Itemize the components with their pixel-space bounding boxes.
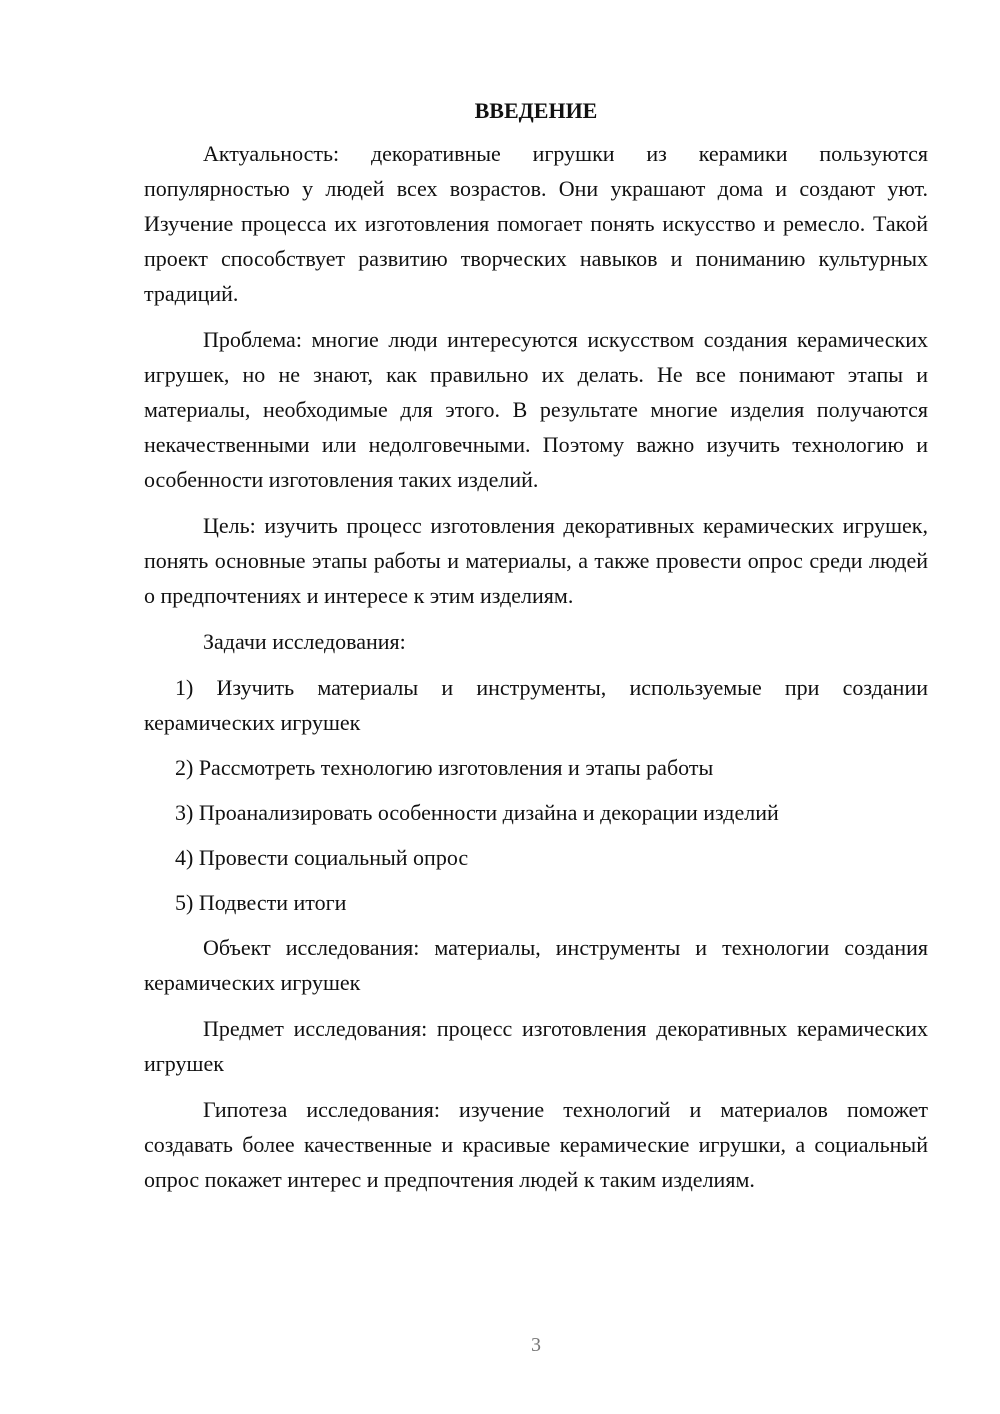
task-item-5: 5) Подвести итоги <box>175 890 347 915</box>
paragraph-subject: Предмет исследования: процесс изготовления декоративных керамических игрушек <box>144 1016 928 1076</box>
page-number: 3 <box>531 1334 541 1356</box>
tasks-heading: Задачи исследования: <box>203 629 406 654</box>
task-item-3: 3) Проанализировать особенности дизайна и декорации изделий <box>175 800 779 825</box>
task-item-1: 1) Изучить материалы и инструменты, используемые при создании керамических игрушек <box>144 675 928 735</box>
task-item-4: 4) Провести социальный опрос <box>175 845 469 870</box>
page-title: ВВЕДЕНИЕ <box>474 98 598 123</box>
tasks-list <box>144 670 928 920</box>
paragraph-goal: Цель: изучить процесс изготовления декоративных керамических игрушек, понять основные этапы работы и материалы, а также провести опрос среди людей о предпочтениях и интересе к этим изделиям. <box>144 513 928 608</box>
paragraph-object: Объект исследования: материалы, инструменты и технологии создания керамических игрушек <box>144 935 928 995</box>
task-item-2: 2) Рассмотреть технологию изготовления и этапы работы <box>175 755 714 780</box>
paragraph-hypothesis: Гипотеза исследования: изучение технологий и материалов поможет создавать более качественные и красивые керамические игрушки, а социальный опрос покажет интерес и предпочтения людей к таким изделиям. <box>144 1097 928 1192</box>
paragraph-problem: Проблема: многие люди интересуются искусством создания керамических игрушек, но не знают, как правильно их делать. Не все понимают этапы и материалы, необходимые для этого. В результате многие изделия получаются некачественными или недолговечными. Поэтому важно изучить технологию и особенности изготовления таких изделий. <box>144 327 928 492</box>
page-content <box>144 93 928 1208</box>
paragraph-relevance: Актуальность: декоративные игрушки из керамики пользуются популярностью у людей всех возрастов. Они украшают дома и создают уют. Изучение процесса их изготовления помогает понять искусство и ремесло. Такой проект способствует развитию творческих навыков и пониманию культурных традиций. <box>144 141 928 306</box>
